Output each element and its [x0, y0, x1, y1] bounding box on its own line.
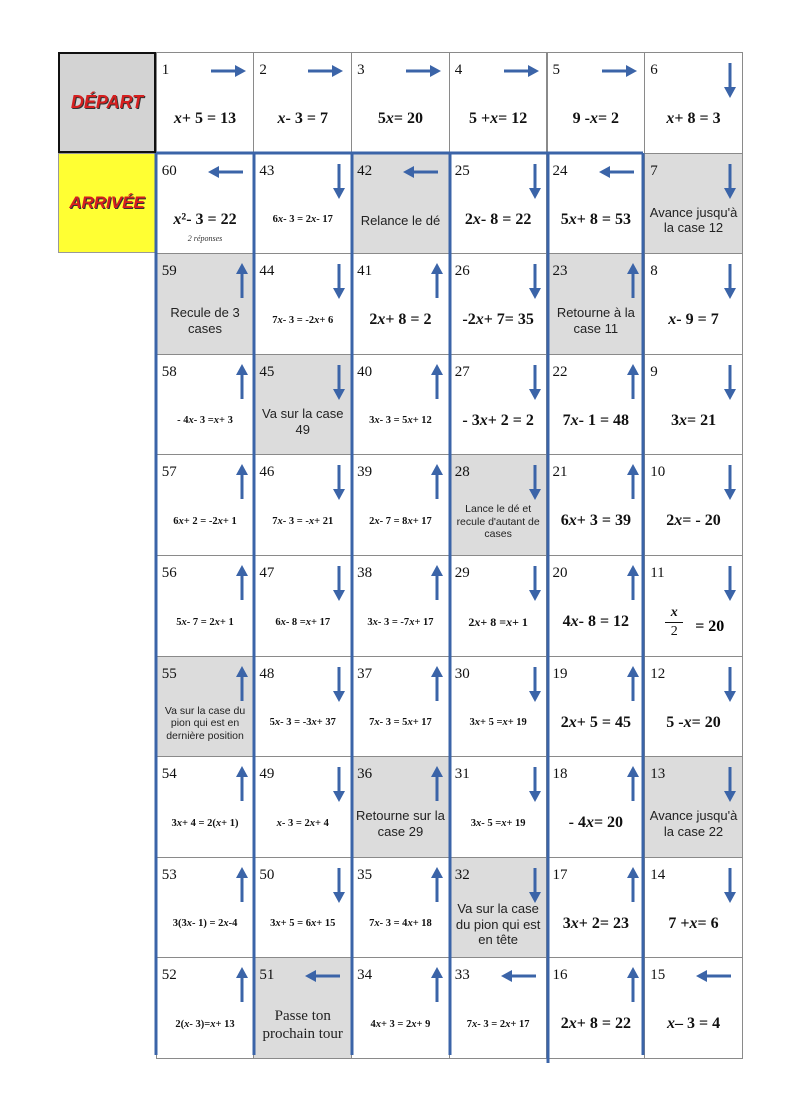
- cell-number: 52: [161, 967, 177, 984]
- arrow-down-icon: [723, 665, 737, 703]
- cell-equation: 7 x - 3 = 5 x + 17: [369, 717, 432, 729]
- cell-number: 29: [454, 565, 470, 581]
- cell-number: 16: [552, 967, 568, 984]
- arrow-up-icon: [430, 966, 444, 1004]
- cell-equation: - 3 x + 2 = 2: [462, 411, 534, 429]
- arrow-up-icon: [430, 564, 444, 602]
- cell-number: 18: [552, 766, 568, 783]
- cell-number: 30: [454, 665, 470, 682]
- cell-number: 8: [650, 263, 658, 280]
- cell-equation: 3(3 x - 1) = 2 x -4: [172, 918, 238, 930]
- arrow-left-icon: [304, 969, 342, 983]
- cell-number: 17: [552, 866, 568, 883]
- cell-equation: 3 x - 3 = -7 x + 17: [367, 616, 434, 628]
- arrow-right-icon: [209, 64, 247, 78]
- arrow-down-icon: [332, 866, 346, 904]
- board-cell-9: [644, 354, 743, 456]
- board-cell-40: [351, 354, 450, 456]
- cell-equation: 5 x - 3 = -3 x + 37: [269, 717, 336, 729]
- arrow-down-icon: [723, 61, 737, 99]
- arrow-left-icon: [207, 165, 245, 179]
- board-cell-32: [449, 857, 548, 959]
- arrow-right-icon: [600, 64, 638, 78]
- cell-equation: 5 + x = 12: [469, 110, 528, 127]
- board-cell-37: [351, 656, 450, 758]
- cell-number: 3: [357, 62, 365, 78]
- cell-number: 1: [161, 62, 170, 78]
- cell-equation: x + 8 = 3: [666, 110, 721, 127]
- board-cell-47: [253, 555, 352, 657]
- arrow-down-icon: [332, 262, 346, 300]
- cell-equation: 5 x + 8 = 53: [560, 210, 631, 228]
- cell-instruction: Va sur la case du pion qui est en tête: [455, 901, 541, 948]
- cell-instruction: Va sur la case 49: [262, 406, 344, 437]
- cell-number: 32: [454, 866, 470, 883]
- fraction-numerator: x: [665, 604, 683, 623]
- arrow-up-icon: [235, 866, 249, 904]
- cell-number: 22: [552, 363, 568, 380]
- board-cell-1: [156, 52, 255, 154]
- board-cell-55: [156, 656, 255, 758]
- cell-equation: -2 x + 7= 35: [462, 311, 534, 329]
- board-cell-42: [351, 153, 450, 255]
- arrow-up-icon: [235, 966, 249, 1004]
- cell-number: 37: [357, 665, 373, 682]
- arrow-left-icon: [598, 165, 636, 179]
- arrow-left-icon: [402, 165, 440, 179]
- cell-number: 44: [259, 263, 275, 280]
- cell-equation: x - 9 = 7: [668, 311, 719, 329]
- board-cell-39: [351, 454, 450, 556]
- cell-number: 19: [552, 665, 568, 682]
- arrow-down-icon: [332, 463, 346, 501]
- board-cell-11: [644, 555, 743, 657]
- cell-equation: x - 3 = 2 x + 4: [276, 817, 329, 829]
- board-cell-15: [644, 957, 743, 1059]
- arrow-up-icon: [235, 363, 249, 401]
- cell-number: 31: [454, 766, 470, 783]
- cell-equation: 3 x + 2= 23: [562, 914, 629, 932]
- cell-equation: 3 x = 21: [670, 411, 717, 429]
- cell-number: 28: [454, 464, 470, 481]
- cell-number: 51: [259, 967, 275, 984]
- cell-number: 46: [259, 464, 275, 481]
- cell-equation: 2 x + 8 = 2: [369, 311, 432, 329]
- cell-number: 39: [357, 464, 373, 481]
- fraction-equation-rest: = 20: [695, 618, 725, 635]
- cell-equation: 5 x = 20: [377, 110, 423, 127]
- arrow-down-icon: [528, 262, 542, 300]
- cell-number: 38: [357, 565, 373, 581]
- cell-equation: 3 x + 5 = 6 x + 15: [270, 918, 336, 930]
- arrow-up-icon: [430, 866, 444, 904]
- board-cell-7: [644, 153, 743, 255]
- arrow-up-icon: [235, 564, 249, 602]
- cell-equation: 6 x - 3 = 2 x - 17: [272, 214, 333, 226]
- arrow-up-icon: [235, 765, 249, 803]
- cell-number: 25: [454, 162, 470, 179]
- cell-equation: 5 x - 7 = 2 x + 1: [176, 616, 234, 628]
- cell-instruction: Retourne sur la case 29: [355, 808, 445, 839]
- board-cell-18: [547, 756, 646, 858]
- cell-number: 6: [650, 62, 658, 78]
- board-cell-12: [644, 656, 743, 758]
- board-cell-46: [253, 454, 352, 556]
- board-cell-25: [449, 153, 548, 255]
- cell-equation: 3 x - 3 = 5 x + 12: [369, 415, 432, 427]
- cell-equation: 2 x - 7 = 8 x + 17: [369, 515, 432, 527]
- arrow-right-icon: [502, 64, 540, 78]
- cell-number: 20: [552, 565, 568, 581]
- board-cell-8: [644, 253, 743, 355]
- arrow-up-icon: [626, 463, 640, 501]
- cell-number: 60: [161, 162, 177, 179]
- cell-equation: x + 5 = 13: [173, 110, 237, 127]
- cell-equation: x ²- 3 = 22: [173, 210, 237, 228]
- arrow-down-icon: [723, 564, 737, 602]
- board-cell-36: [351, 756, 450, 858]
- arrow-down-icon: [723, 463, 737, 501]
- cell-equation: x - 3 = 7: [277, 110, 328, 127]
- arrow-down-icon: [332, 162, 346, 200]
- board-cell-27: [449, 354, 548, 456]
- board-cell-24: [547, 153, 646, 255]
- board-cell-17: [547, 857, 646, 959]
- cell-equation: 2( x - 3)= x + 13: [175, 1018, 235, 1030]
- cell-number: 49: [259, 766, 275, 783]
- arrow-down-icon: [528, 765, 542, 803]
- board-cell-3: [351, 52, 450, 154]
- arrow-up-icon: [626, 564, 640, 602]
- board-cell-38: [351, 555, 450, 657]
- arrow-down-icon: [723, 363, 737, 401]
- board-cell-4: [449, 52, 548, 154]
- cell-number: 56: [161, 565, 177, 581]
- start-label: DÉPART: [70, 92, 144, 112]
- board-cell-5: [547, 52, 646, 154]
- cell-number: 9: [650, 363, 658, 380]
- cell-equation: 7 x - 3 = -2 x + 6: [272, 314, 334, 326]
- cell-number: 27: [454, 363, 470, 380]
- cell-equation: 6 x + 3 = 39: [560, 512, 631, 530]
- cell-number: 40: [357, 363, 373, 380]
- cell-equation: 2 x + 8 = x + 1: [468, 614, 528, 629]
- cell-number: 53: [161, 866, 177, 883]
- cell-number: 23: [552, 263, 568, 280]
- cell-equation: 2 x - 8 = 22: [464, 210, 532, 228]
- board-cell-13: [644, 756, 743, 858]
- arrow-left-icon: [500, 969, 538, 983]
- board-cell-22: [547, 354, 646, 456]
- cell-number: 15: [650, 967, 666, 984]
- board-cell-49: [253, 756, 352, 858]
- board-cell-52: [156, 957, 255, 1059]
- cell-equation: x – 3 = 4: [666, 1015, 721, 1033]
- cell-number: 5: [552, 62, 560, 78]
- cell-equation: 3 x + 5 = x + 19: [469, 717, 527, 729]
- cell-equation: 2 x = - 20: [666, 512, 721, 530]
- board-cell-35: [351, 857, 450, 959]
- cell-equation: 6 x + 2 = -2 x + 1: [173, 515, 237, 527]
- board-cell-33: [449, 957, 548, 1059]
- board-cell-2: [253, 52, 352, 154]
- cell-number: 42: [357, 162, 373, 179]
- cell-number: 48: [259, 665, 275, 682]
- board-cell-21: [547, 454, 646, 556]
- board-cell-54: [156, 756, 255, 858]
- cell-equation: 2 x + 5 = 45: [560, 713, 631, 731]
- cell-note: 2 réponses: [187, 233, 223, 243]
- board-cell-43: [253, 153, 352, 255]
- cell-number: 43: [259, 162, 275, 179]
- arrow-left-icon: [695, 969, 733, 983]
- finish-cell: [58, 153, 156, 253]
- cell-equation: 7 x - 3 = - x + 21: [272, 515, 334, 527]
- cell-number: 4: [454, 62, 463, 78]
- start-cell: [58, 52, 156, 153]
- board-cell-48: [253, 656, 352, 758]
- cell-equation: 5 - x = 20: [666, 713, 721, 731]
- cell-instruction: Relance le dé: [360, 212, 441, 228]
- arrow-down-icon: [528, 363, 542, 401]
- board-cell-30: [449, 656, 548, 758]
- arrow-up-icon: [430, 363, 444, 401]
- board-cell-6: [644, 52, 743, 154]
- board-cell-57: [156, 454, 255, 556]
- cell-equation: 7 + x = 6: [668, 914, 719, 932]
- cell-equation: - 4 x = 20: [568, 814, 624, 832]
- arrow-down-icon: [528, 564, 542, 602]
- cell-number: 24: [552, 162, 568, 179]
- arrow-up-icon: [626, 665, 640, 703]
- cell-number: 36: [357, 766, 373, 783]
- board-cell-14: [644, 857, 743, 959]
- board-cell-51: [253, 957, 352, 1059]
- cell-equation: - 4 x - 3 = x + 3: [177, 415, 233, 427]
- cell-equation: 4 x - 8 = 12: [562, 613, 630, 630]
- cell-instruction: Recule de 3 cases: [170, 305, 240, 336]
- board-cell-28: [449, 454, 548, 556]
- cell-equation: 4 x + 3 = 2 x + 9: [370, 1018, 431, 1030]
- cell-instruction: Avance jusqu'à la case 12: [649, 204, 738, 236]
- cell-number: 57: [161, 464, 177, 481]
- cell-number: 54: [161, 766, 177, 783]
- arrow-up-icon: [430, 665, 444, 703]
- arrow-down-icon: [723, 866, 737, 904]
- cell-number: 10: [650, 464, 666, 481]
- board-cell-50: [253, 857, 352, 959]
- cell-instruction: Retourne à la case 11: [556, 305, 635, 336]
- cell-number: 7: [650, 162, 658, 179]
- arrow-up-icon: [235, 463, 249, 501]
- cell-number: 45: [259, 363, 275, 380]
- board-cell-56: [156, 555, 255, 657]
- cell-equation: 9 - x = 2: [572, 110, 620, 127]
- cell-number: 11: [650, 565, 665, 581]
- cell-number: 55: [161, 665, 177, 682]
- board-cell-41: [351, 253, 450, 355]
- cell-equation: 7 x - 1 = 48: [562, 411, 630, 429]
- cell-fraction: [665, 604, 683, 641]
- arrow-down-icon: [528, 665, 542, 703]
- arrow-right-icon: [306, 64, 344, 78]
- board-cell-59: [156, 253, 255, 355]
- cell-equation: 7 x - 3 = 2 x + 17: [466, 1018, 530, 1030]
- cell-number: 33: [454, 967, 470, 984]
- board-cell-10: [644, 454, 743, 556]
- arrow-up-icon: [626, 363, 640, 401]
- cell-equation: 6 x - 8 = x + 17: [275, 616, 331, 628]
- finish-label: ARRIVÉE: [69, 193, 145, 212]
- cell-number: 58: [161, 363, 177, 380]
- arrow-up-icon: [626, 765, 640, 803]
- cell-number: 12: [650, 665, 666, 682]
- arrow-right-icon: [404, 64, 442, 78]
- cell-number: 21: [552, 464, 568, 481]
- cell-number: 14: [650, 866, 666, 883]
- cell-number: 26: [454, 263, 470, 280]
- cell-number: 41: [357, 263, 373, 280]
- arrow-down-icon: [332, 665, 346, 703]
- board-cell-44: [253, 253, 352, 355]
- arrow-up-icon: [626, 966, 640, 1004]
- board-cell-29: [449, 555, 548, 657]
- cell-equation: 7 x - 3 = 4 x + 18: [369, 918, 432, 930]
- cell-equation: 3 x + 4 = 2( x + 1): [171, 817, 239, 829]
- arrow-down-icon: [332, 564, 346, 602]
- cell-instruction: Lance le dé et recule d'autant de cases: [456, 503, 540, 541]
- cell-instruction: Passe ton prochain tour: [262, 1008, 343, 1043]
- board-cell-26: [449, 253, 548, 355]
- board-cell-53: [156, 857, 255, 959]
- board-cell-45: [253, 354, 352, 456]
- cell-number: 47: [259, 565, 275, 581]
- arrow-down-icon: [332, 765, 346, 803]
- board-cell-20: [547, 555, 646, 657]
- cell-number: 13: [650, 766, 666, 783]
- cell-number: 2: [259, 62, 267, 78]
- cell-number: 34: [357, 967, 373, 984]
- board-cell-31: [449, 756, 548, 858]
- cell-number: 50: [259, 866, 275, 883]
- board-cell-23: [547, 253, 646, 355]
- arrow-up-icon: [626, 866, 640, 904]
- board-cell-19: [547, 656, 646, 758]
- cell-number: 35: [357, 866, 373, 883]
- cell-instruction: Va sur la case du pion qui est en dernière position: [164, 704, 246, 742]
- cell-instruction: Avance jusqu'à la case 22: [649, 808, 738, 839]
- arrow-up-icon: [430, 463, 444, 501]
- board-cell-34: [351, 957, 450, 1059]
- cell-equation: 3 x - 5 = x + 19: [470, 817, 526, 829]
- cell-equation: 2 x + 8 = 22: [560, 1015, 631, 1033]
- board-cell-58: [156, 354, 255, 456]
- fraction-denominator: 2: [670, 624, 678, 639]
- board-cell-16: [547, 957, 646, 1059]
- arrow-up-icon: [430, 262, 444, 300]
- board-cell-60: [156, 153, 255, 255]
- arrow-down-icon: [723, 262, 737, 300]
- cell-number: 59: [161, 263, 177, 280]
- arrow-down-icon: [528, 162, 542, 200]
